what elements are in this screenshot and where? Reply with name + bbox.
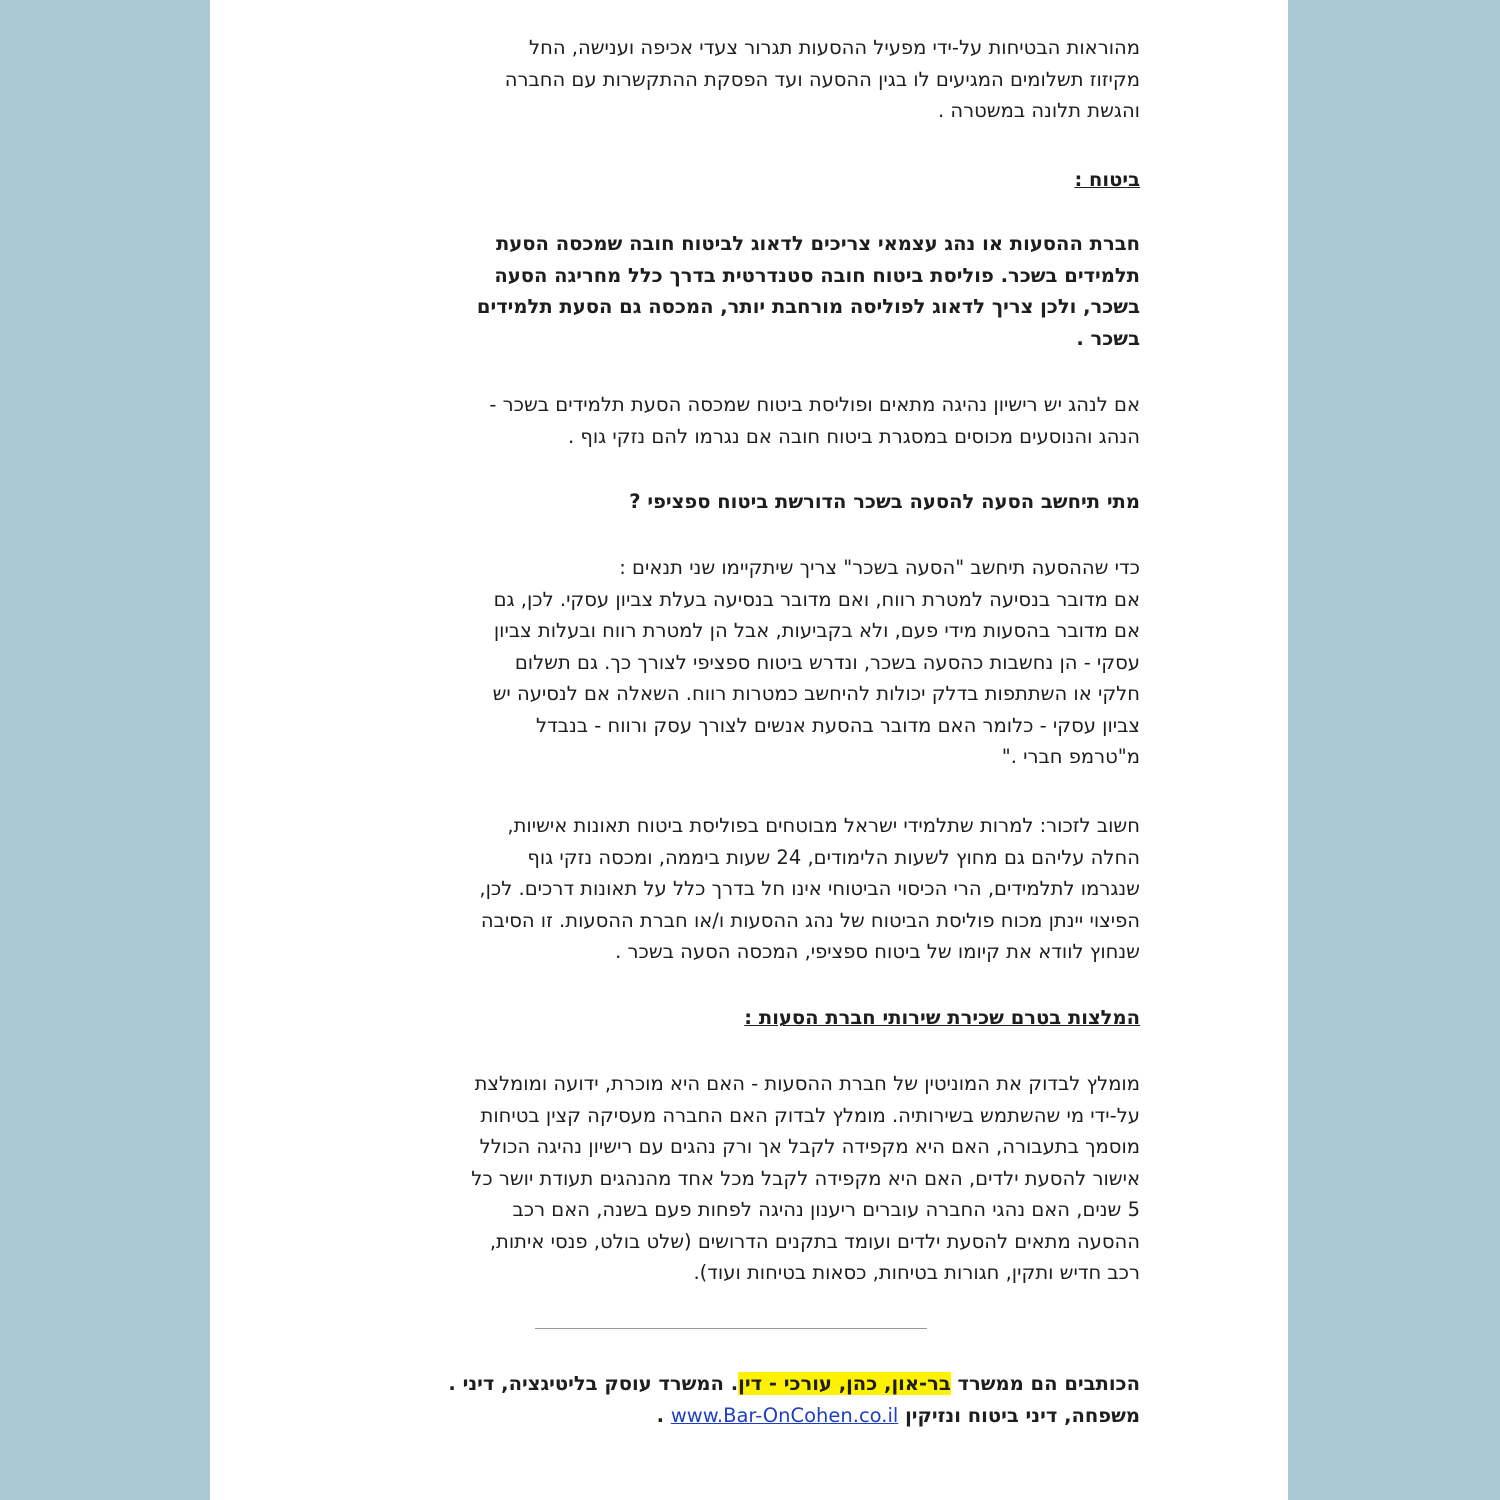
- text-line: כדי שההסעה תיחשב "הסעה בשכר" צריך שיתקיימו שני תנאים :: [619, 556, 1140, 579]
- intro-paragraph: [350, 32, 1140, 127]
- text-line: על-ידי מי שהשתמש בשירותיה. מומלץ לבדוק האם החברה מעסיקה קצין בטיחות: [480, 1103, 1140, 1127]
- text-line: הנהג והנוסעים מכוסים במסגרת ביטוח חובה אם נגרמו להם נזקי גוף .: [567, 424, 1140, 448]
- text-line: אם לנהג יש רישיון נהיגה מתאים ופוליסת ביטוח שמכסה הסעת תלמידים בשכר -: [489, 393, 1140, 416]
- text-line: החלה עליהם גם מחוץ לשעות הלימודים, 24 שעות ביממה, ומכסה נזקי גוף: [527, 845, 1140, 869]
- paid-ride-paragraph: [350, 552, 1140, 773]
- section-heading: ביטוח :: [1074, 168, 1140, 191]
- footer-middle: . המשרד עוסק בליטיגציה, דיני: [462, 1372, 739, 1395]
- text-line: אם מדובר בהסעות מידי פעם, ולא בקביעות, אבל הן למטרת רווח ובעלות צביון: [493, 619, 1140, 642]
- text-line: הפיצוי יינתן מכוח פוליסת הביטוח של נהג ההסעות ו/או חברת ההסעות. זו הסיבה: [480, 908, 1140, 932]
- footer-line-1: [350, 1368, 1140, 1400]
- text-line: צביון עסקי - כלומר האם מדובר בהסעת אנשים לצורך עסק ורווח - בנבדל: [535, 713, 1140, 737]
- section-heading: המלצות בטרם שכירת שירותי חברת הסעות :: [744, 1006, 1140, 1029]
- footer-dot: .: [448, 1372, 463, 1395]
- text-line: חלקי או השתתפות בדלק יכולות להיחשב כמטרות רווח. השאלה אם לנסיעה יש: [492, 682, 1140, 705]
- website-link[interactable]: www.Bar-OnCohen.co.il: [670, 1403, 899, 1427]
- footer-line2-text: משפחה, דיני ביטוח ונזיקין: [898, 1403, 1140, 1427]
- text-line: מהוראות הבטיחות על-ידי מפעיל ההסעות תגרור צעדי אכיפה וענישה, החל: [529, 36, 1140, 59]
- text-line: ההסעה מתאים להסעת ילדים ועומד בתקנים הדרושים (שלט בולט, פנסי איתות,: [489, 1229, 1140, 1253]
- footer-line-2: [350, 1400, 1140, 1432]
- text-line: תלמידים בשכר. פוליסת ביטוח חובה סטנדרטית בדרך כלל מחריגה הסעה: [494, 263, 1140, 287]
- section-question: מתי תיחשב הסעה להסעה בשכר הדורשת ביטוח ספציפי ?: [629, 490, 1140, 513]
- insurance-heading-block: [350, 164, 1140, 196]
- insurance-paragraph: [350, 389, 1140, 452]
- document-page: [210, 0, 1288, 1500]
- recommendations-paragraph: [350, 1068, 1140, 1289]
- text-line: בשכר, ולכן צריך לדאוג לפוליסה מורחבת יותר, המכסה גם הסעת תלמידים: [476, 295, 1140, 318]
- firm-name: בר-און, כהן, עורכי - דין: [738, 1372, 951, 1395]
- important-paragraph: [350, 810, 1140, 968]
- text-line: רכב חדיש ותקין, חגורות בטיחות, כסאות בטיחות ועוד).: [693, 1261, 1140, 1284]
- footer-line2-end: .: [656, 1403, 671, 1427]
- text-line: מומלץ לבדוק את המוניטין של חברת ההסעות - האם היא מוכרת, ידועה ומומלצת: [474, 1072, 1140, 1095]
- recommendations-heading-block: [350, 1002, 1140, 1034]
- text-line: מ"טרמפ חברי .": [1001, 745, 1140, 768]
- paid-ride-question-block: [350, 486, 1140, 518]
- text-line: בשכר .: [1076, 326, 1140, 350]
- text-line: שנגרמו לתלמידים, הרי הכיסוי הביטוחי אינו חל בדרך כלל על תאונות דרכים. לכן,: [479, 877, 1140, 900]
- text-line: אישור להסעת ילדים, האם היא מקפידה לקבל מכל אחד מהנהגים תעודת יושר כל: [471, 1166, 1140, 1190]
- text-line: 5 שנים, האם נהגי החברה עוברים ריענון נהיגה לפחות פעם בשנה, האם רכב: [512, 1198, 1140, 1221]
- text-line: מוסמך בתעבורה, האם היא מקפידה לקבל אך ורק נהגים עם רישיון נהיגה הכולל: [479, 1135, 1140, 1158]
- text-line: והגשת תלונה במשטרה .: [938, 99, 1140, 122]
- text-line: חברת ההסעות או נהג עצמאי צריכים לדאוג לביטוח חובה שמכסה הסעת: [495, 232, 1140, 255]
- text-line: שנחוץ לוודא את קיומו של ביטוח ספציפי, המכסה הסעה בשכר .: [615, 940, 1140, 963]
- insurance-bold-paragraph: [350, 228, 1140, 354]
- text-line: חשוב לזכור: למרות שתלמידי ישראל מבוטחים בפוליסת ביטוח תאונות אישיות,: [507, 814, 1140, 837]
- text-line: אם מדובר בנסיעה למטרת רווח, ואם מדובר בנסיעה בעלת צביון עסקי. לכן, גם: [493, 587, 1140, 611]
- footer-block: [350, 1368, 1140, 1431]
- text-line: מקיזוז תשלומים המגיעים לו בגין ההסעה ועד הפסקת ההתקשרות עם החברה: [504, 67, 1140, 91]
- separator-line: [535, 1328, 927, 1329]
- text-line: עסקי - הן נחשבות כהסעה בשכר, ונדרש ביטוח ספציפי לצורך כך. גם תשלום: [514, 650, 1140, 674]
- footer-prefix: הכותבים הם ממשרד: [950, 1372, 1140, 1395]
